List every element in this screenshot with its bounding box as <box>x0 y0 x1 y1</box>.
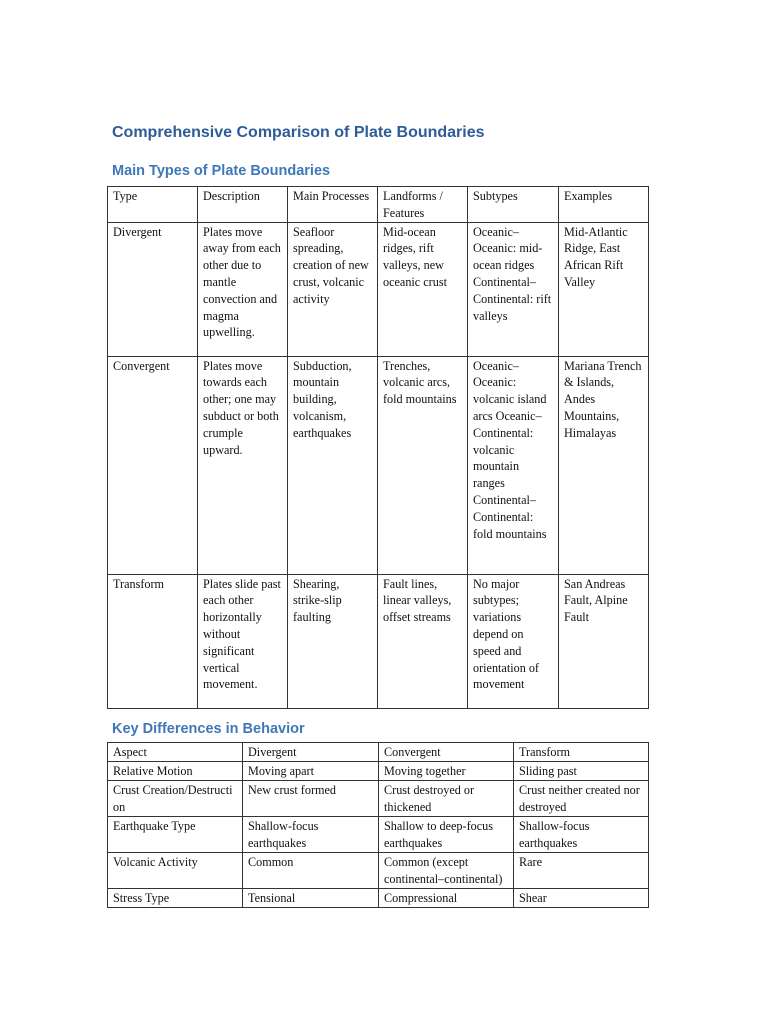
plate-boundaries-table <box>107 186 649 709</box>
table-cell: Earthquake Type <box>108 817 243 853</box>
table-row <box>108 889 649 908</box>
table-cell: Volcanic Activity <box>108 853 243 889</box>
header-cell: Main Processes <box>288 187 378 223</box>
table-cell: Divergent <box>108 222 198 356</box>
table-cell: New crust formed <box>243 781 379 817</box>
table-cell: Tensional <box>243 889 379 908</box>
table-row <box>108 817 649 853</box>
header-cell: Transform <box>514 743 649 762</box>
header-cell: Type <box>108 187 198 223</box>
table-cell: Stress Type <box>108 889 243 908</box>
behavior-differences-table <box>107 742 649 908</box>
header-cell: Examples <box>559 187 649 223</box>
table-cell: Fault lines, linear valleys, offset streams <box>378 574 468 708</box>
table-cell: No major subtypes; variations depend on speed and orientation of movement <box>468 574 559 708</box>
table-row <box>108 356 649 574</box>
header-cell: Description <box>198 187 288 223</box>
table-cell: Mid-ocean ridges, rift valleys, new oceanic crust <box>378 222 468 356</box>
table-cell: Mariana Trench & Islands, Andes Mountains, Himalayas <box>559 356 649 574</box>
table-cell: Moving together <box>379 762 514 781</box>
table-cell: Rare <box>514 853 649 889</box>
table-header-row <box>108 187 649 223</box>
table-cell: Seafloor spreading, creation of new crust, volcanic activity <box>288 222 378 356</box>
header-cell: Subtypes <box>468 187 559 223</box>
table-cell: Oceanic–Oceanic: mid-ocean ridges Continental–Continental: rift valleys <box>468 222 559 356</box>
table-cell: Sliding past <box>514 762 649 781</box>
table-cell: Common <box>243 853 379 889</box>
header-cell: Landforms / Features <box>378 187 468 223</box>
header-cell: Convergent <box>379 743 514 762</box>
table-cell: Shearing, strike-slip faulting <box>288 574 378 708</box>
table-row <box>108 574 649 708</box>
table-cell: Crust destroyed or thickened <box>379 781 514 817</box>
header-cell: Divergent <box>243 743 379 762</box>
section-heading-key-differences: Key Differences in Behavior <box>112 721 305 737</box>
table-cell: Shallow-focus earthquakes <box>243 817 379 853</box>
table-cell: Trenches, volcanic arcs, fold mountains <box>378 356 468 574</box>
section-heading-main-types: Main Types of Plate Boundaries <box>112 163 331 179</box>
table-cell: Subduction, mountain building, volcanism, earthquakes <box>288 356 378 574</box>
table-cell: Plates move away from each other due to mantle convection and magma upwelling. <box>198 222 288 356</box>
table-row <box>108 762 649 781</box>
table-cell: Common (except continental–continental) <box>379 853 514 889</box>
table-row <box>108 781 649 817</box>
table-row <box>108 853 649 889</box>
table-cell: Convergent <box>108 356 198 574</box>
table-cell: Shallow to deep-focus earthquakes <box>379 817 514 853</box>
table-row <box>108 222 649 356</box>
table-cell: Transform <box>108 574 198 708</box>
table-cell: Crust Creation/Destruction <box>108 781 243 817</box>
header-cell: Aspect <box>108 743 243 762</box>
table-cell: Relative Motion <box>108 762 243 781</box>
table-cell: Crust neither created nor destroyed <box>514 781 649 817</box>
table-cell: Plates slide past each other horizontally without significant vertical movement. <box>198 574 288 708</box>
table-cell: Compressional <box>379 889 514 908</box>
document-title: Comprehensive Comparison of Plate Boundaries <box>112 124 485 141</box>
table-cell: San Andreas Fault, Alpine Fault <box>559 574 649 708</box>
table-cell: Shear <box>514 889 649 908</box>
table-cell: Shallow-focus earthquakes <box>514 817 649 853</box>
table-header-row <box>108 743 649 762</box>
table-cell: Oceanic–Oceanic: volcanic island arcs Oceanic–Continental: volcanic mountain ranges Continental–Continental: fold mountains <box>468 356 559 574</box>
table-cell: Plates move towards each other; one may subduct or both crumple upward. <box>198 356 288 574</box>
table-cell: Mid-Atlantic Ridge, East African Rift Valley <box>559 222 649 356</box>
table-cell: Moving apart <box>243 762 379 781</box>
